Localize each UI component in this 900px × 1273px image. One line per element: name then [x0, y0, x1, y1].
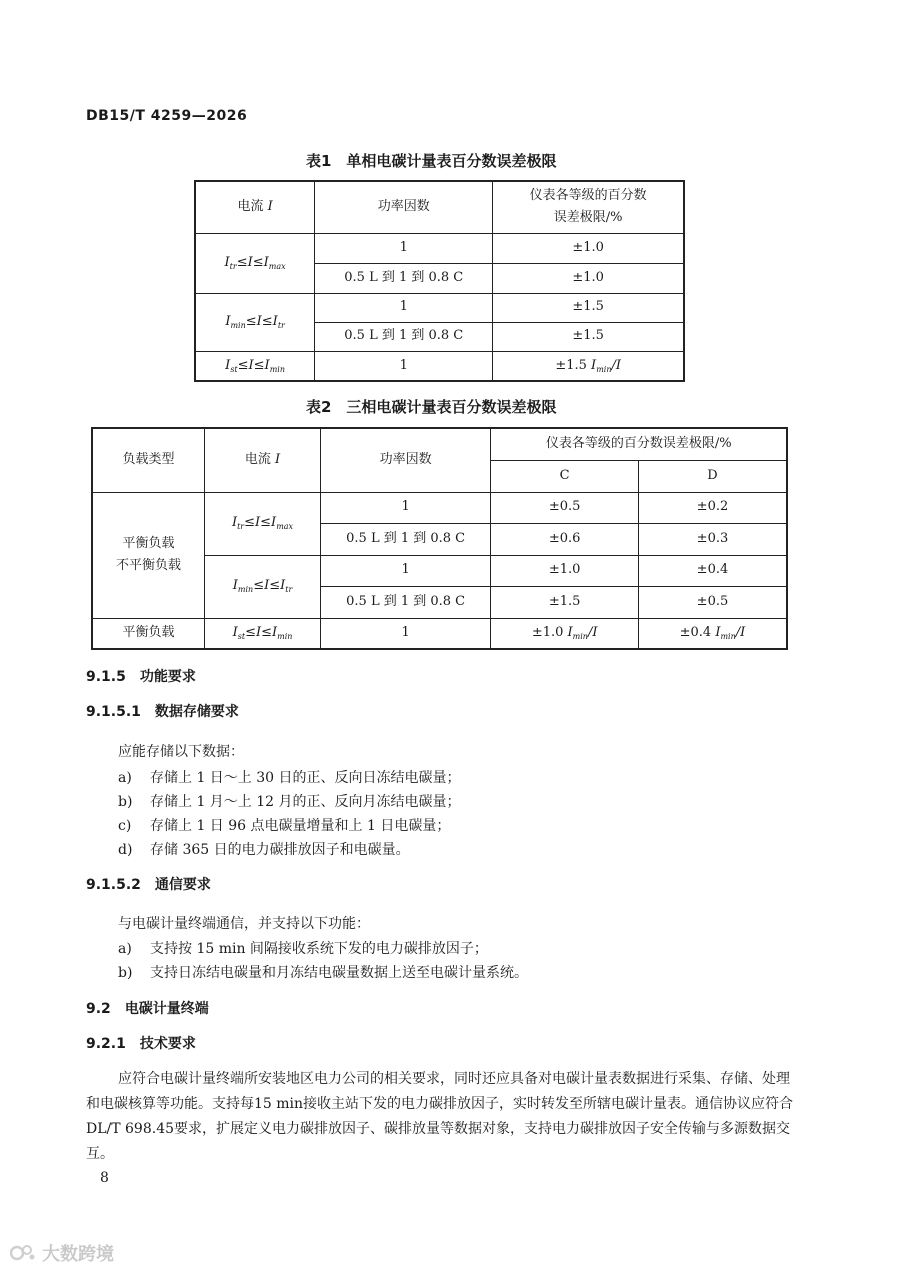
table2-cell-c: ±0.5 [491, 492, 639, 523]
paragraph-technical-requirements: 应符合电碳计量终端所安装地区电力公司的相关要求，同时还应具备对电碳计量表数据进行采集、存储、处理和电碳核算等功能。支持每15 min接收主站下发的电力碳排放因子，实时转发至所辖电碳计量表。通信协议应符合DL/T 698.45要求，扩展定义电力碳排放因子、碳排放量等数据对象，支持电力碳排放因子安全传输与多源数据交互。 [86, 1071, 794, 1162]
table1-cell-limit: ±1.0 [493, 263, 684, 293]
table2-header-pf: 功率因数 [320, 428, 490, 492]
table1-cell-pf: 0.5 L 到 1 到 0.8 C [315, 322, 493, 351]
table1-header-limit: 仪表各等级的百分数 误差极限/% [493, 181, 684, 233]
table1-cell-pf: 1 [315, 351, 493, 381]
table2-cell-d: ±0.5 [638, 586, 787, 618]
table1-cell-current: $I_{min}\le I\le I_{tr}$ [195, 293, 315, 351]
table2-cell-c: ±0.6 [491, 523, 639, 555]
table1-cell-pf: 0.5 L 到 1 到 0.8 C [315, 263, 493, 293]
table1-cell-pf: 1 [315, 233, 493, 263]
table1-cell-pf: 1 [315, 293, 493, 322]
list-item: d) 存储 365 日的电力碳排放因子和电碳量。 [118, 842, 410, 858]
table2-cell-d: ±0.2 [638, 492, 787, 523]
table2-cell-pf: 1 [320, 555, 490, 586]
table2-cell-pf: 0.5 L 到 1 到 0.8 C [320, 523, 490, 555]
table2-cell-current: $I_{st}\le I\le I_{min}$ [205, 618, 321, 649]
heading-9-1-5-1: 9.1.5.1 数据存储要求 [86, 704, 239, 720]
table1 [194, 180, 685, 382]
table1-cell-limit: ±1.5 $I_{min}/I$ [493, 351, 684, 381]
heading-9-2-1: 9.2.1 技术要求 [86, 1036, 196, 1052]
table2-header-class-c: C [491, 460, 639, 492]
table2-header-current: 电流 I [205, 428, 321, 492]
paragraph-storage-intro: 应能存储以下数据： [118, 744, 244, 760]
table2-cell-load-type: 平衡负载 [92, 618, 205, 649]
list-item: b) 支持日冻结电碳量和月冻结电碳量数据上送至电碳计量系统。 [118, 965, 528, 981]
table1-cell-limit: ±1.0 [493, 233, 684, 263]
table2-cell-c: ±1.0 $I_{min}/I$ [491, 618, 639, 649]
heading-9-2: 9.2 电碳计量终端 [86, 1001, 209, 1017]
table1-cell-limit: ±1.5 [493, 293, 684, 322]
heading-9-1-5: 9.1.5 功能要求 [86, 669, 196, 685]
table2-cell-d: ±0.3 [638, 523, 787, 555]
watermark-logo-icon [10, 1243, 36, 1263]
table2-cell-c: ±1.5 [491, 586, 639, 618]
table1-cell-current: $I_{tr}\le I\le I_{max}$ [195, 233, 315, 293]
document-code: DB15/T 4259—2026 [86, 108, 248, 124]
table2-cell-d: ±0.4 [638, 555, 787, 586]
table2-cell-pf: 1 [320, 618, 490, 649]
list-item: b) 存储上 1 月～上 12 月的正、反向月冻结电碳量； [118, 794, 461, 810]
table1-header-current: 电流 I [195, 181, 315, 233]
table2-cell-current: $I_{tr}\le I\le I_{max}$ [205, 492, 321, 555]
table1-caption: 表1 单相电碳计量表百分数误差极限 [306, 152, 557, 170]
table2-header-limit: 仪表各等级的百分数误差极限/% [491, 428, 787, 460]
table2-header-class-d: D [638, 460, 787, 492]
heading-9-1-5-2: 9.1.5.2 通信要求 [86, 877, 211, 893]
table2-cell-pf: 0.5 L 到 1 到 0.8 C [320, 586, 490, 618]
watermark [10, 1240, 114, 1266]
table2-header-load-type: 负载类型 [92, 428, 205, 492]
table2-cell-c: ±1.0 [491, 555, 639, 586]
watermark-text: 大数跨境 [42, 1244, 114, 1265]
table2 [91, 427, 788, 650]
table2-cell-pf: 1 [320, 492, 490, 523]
table1-cell-current: $I_{st}\le I\le I_{min}$ [195, 351, 315, 381]
paragraph-comm-intro: 与电碳计量终端通信，并支持以下功能： [118, 916, 370, 932]
table2-cell-current: $I_{min}\le I\le I_{tr}$ [205, 555, 321, 618]
table2-cell-d: ±0.4 $I_{min}/I$ [638, 618, 787, 649]
list-item: c) 存储上 1 日 96 点电碳量增量和上 1 日电碳量； [118, 818, 451, 834]
table2-cell-load-type: 平衡负载 不平衡负载 [92, 492, 205, 618]
list-item: a) 存储上 1 日～上 30 日的正、反向日冻结电碳量； [118, 770, 461, 786]
table1-header-pf: 功率因数 [315, 181, 493, 233]
list-item: a) 支持按 15 min 间隔接收系统下发的电力碳排放因子； [118, 941, 488, 957]
page-number: 8 [100, 1170, 109, 1186]
table1-cell-limit: ±1.5 [493, 322, 684, 351]
table2-caption: 表2 三相电碳计量表百分数误差极限 [306, 398, 557, 416]
